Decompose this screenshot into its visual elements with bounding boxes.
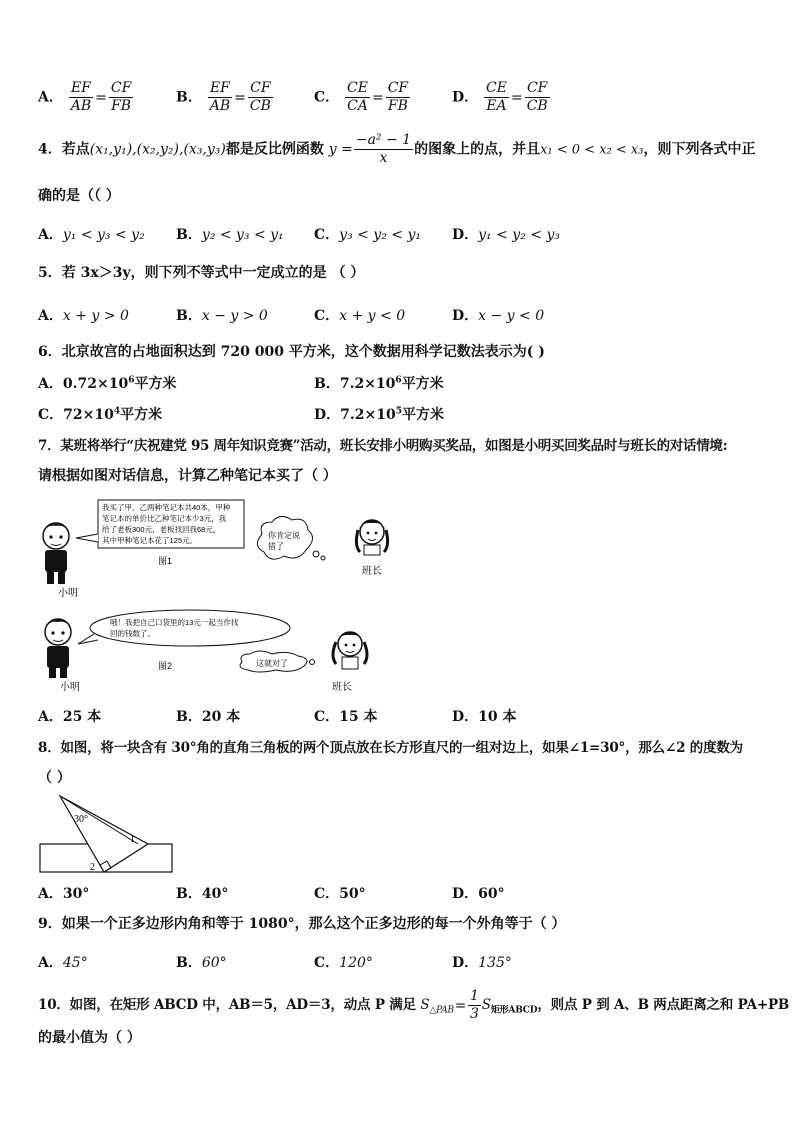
q8-stem-line2: （ ） xyxy=(38,770,71,786)
q6-option-d[interactable]: D．$7.2\times 10^5$平方米 xyxy=(314,406,444,423)
xiaoming-figure-1 xyxy=(43,523,69,584)
q3-option-c[interactable]: C． $\frac{CE}{CA}$ = $\frac{CF}{FB}$ xyxy=(314,80,409,114)
q7-option-a[interactable]: A．25 本 xyxy=(38,709,102,725)
q6-option-c[interactable]: C．$72\times 10^4$平方米 xyxy=(38,406,163,423)
q9-option-c[interactable]: C．120° xyxy=(314,955,373,971)
q4-option-d[interactable]: D．y₁ < y₂ < y₃ xyxy=(452,227,560,243)
q6-option-a[interactable]: A．$0.72\times 10^6$平方米 xyxy=(38,375,177,392)
bubble2-line1: 你肯定说 xyxy=(268,531,300,540)
bubble3-line1: 哦！我把自己口袋里的13元一起当作找 xyxy=(110,618,239,627)
q8-option-b[interactable]: B．40° xyxy=(176,886,229,902)
xiaoming-label-1: 小明 xyxy=(58,588,78,599)
q9-option-b[interactable]: B．60° xyxy=(176,955,227,971)
angle-30-label: 30° xyxy=(74,814,88,825)
q7-dialogue-figure xyxy=(36,494,396,700)
q5-stem: 5．若 3x＞3y，则下列不等式中一定成立的是 （ ） xyxy=(38,265,365,281)
q5-option-a[interactable]: A．x + y > 0 xyxy=(38,308,129,324)
q10-stem-line2: 的最小值为（ ） xyxy=(38,1030,141,1046)
q3-option-d[interactable]: D． $\frac{CE}{EA}$ = $\frac{CF}{CB}$ xyxy=(452,80,548,114)
bubble1-line2: 笔记本的单价比乙种笔记本少3元，我 xyxy=(102,514,227,523)
q10-stem: 10．如图，在矩形 ABCD 中，AB＝5，AD＝3，动点 P 满足 $S_{\triangle PAB}=$ $\frac{1}{3}$ $S_{矩形ABCD}$，则点 P 到 A、B 两点距离之和 PA+PB xyxy=(38,988,790,1022)
q8-option-c[interactable]: C．50° xyxy=(314,886,366,902)
q8-triangle-ruler-figure xyxy=(38,792,178,876)
q9-option-a[interactable]: A．45° xyxy=(38,955,88,971)
q7-stem: 7．某班将举行“庆祝建党 95 周年知识竞赛”活动，班长安排小明购买奖品，如图是小明买回奖品时与班长的对话情境: xyxy=(38,438,728,454)
q4-option-b[interactable]: B．y₂ < y₃ < y₁ xyxy=(176,227,284,243)
bubble4-text: 这就对了 xyxy=(256,659,288,668)
q5-option-d[interactable]: D．x − y < 0 xyxy=(452,308,545,324)
q8-option-a[interactable]: A．30° xyxy=(38,886,90,902)
bubble2-line2: 错了 xyxy=(268,542,284,551)
q6-option-b[interactable]: B．$7.2\times 10^6$平方米 xyxy=(314,375,444,392)
xiaoming-label-2: 小明 xyxy=(60,682,80,693)
q7-stem-line2: 请根据如图对话信息，计算乙种笔记本买了（ ） xyxy=(38,468,337,484)
bubble1-line3: 给了老板300元，老板找回我68元， xyxy=(102,525,221,534)
q3-option-b[interactable]: B． $\frac{EF}{AB}$ = $\frac{CF}{CB}$ xyxy=(176,80,271,114)
fig2-label: 图2 xyxy=(158,661,173,671)
q4-stem: 4．若点(x₁,y₁),(x₂,y₂),(x₃,y₃)都是反比例函数 y = $\frac{\text{−a² − 1}}{x}$ 的图象上的点，并且x₁ < 0 < x₂ < x₃，则下列各式中正 xyxy=(38,132,756,166)
q7-option-b[interactable]: B．20 本 xyxy=(176,709,241,725)
banzhang-label-2: 班长 xyxy=(332,682,352,693)
banzhang-figure-1 xyxy=(356,520,387,555)
xiaoming-figure-2 xyxy=(45,619,71,678)
fig1-label: 图1 xyxy=(158,556,173,566)
q4-stem-line2: 确的是（（ ） xyxy=(38,188,120,204)
q4-option-c[interactable]: C．y₃ < y₂ < y₁ xyxy=(314,227,421,243)
banzhang-label-1: 班长 xyxy=(362,566,382,577)
q6-stem: 6．北京故宫的占地面积达到 720 000 平方米，这个数据用科学记数法表示为( ) xyxy=(38,344,545,360)
angle-2-label: 2 xyxy=(90,862,95,873)
q5-option-b[interactable]: B．x − y > 0 xyxy=(176,308,268,324)
q8-option-d[interactable]: D．60° xyxy=(452,886,505,902)
q9-stem: 9．如果一个正多边形内角和等于 1080°，那么这个正多边形的每一个外角等于（ ） xyxy=(38,916,566,932)
q7-option-d[interactable]: D．10 本 xyxy=(452,709,517,725)
angle-1-label: 1 xyxy=(130,834,135,845)
bubble1-line1: 我买了甲、乙两种笔记本共40本，甲种 xyxy=(102,503,231,512)
q7-option-c[interactable]: C．15 本 xyxy=(314,709,378,725)
q3-option-a[interactable]: A． $\frac{EF}{AB}$ = $\frac{CF}{FB}$ xyxy=(38,80,132,114)
q8-stem: 8．如图，将一块含有 30°角的直角三角板的两个顶点放在长方形直尺的一组对边上，如果∠1=30°，那么∠2 的度数为 xyxy=(38,740,743,756)
bubble1-line4: 其中甲种笔记本花了125元。 xyxy=(102,536,198,545)
q5-option-c[interactable]: C．x + y < 0 xyxy=(314,308,406,324)
q9-option-d[interactable]: D．135° xyxy=(452,955,512,971)
q4-option-a[interactable]: A．y₁ < y₃ < y₂ xyxy=(38,227,145,243)
banzhang-figure-2 xyxy=(333,632,367,669)
bubble3-line2: 回的钱数了。 xyxy=(110,629,155,638)
